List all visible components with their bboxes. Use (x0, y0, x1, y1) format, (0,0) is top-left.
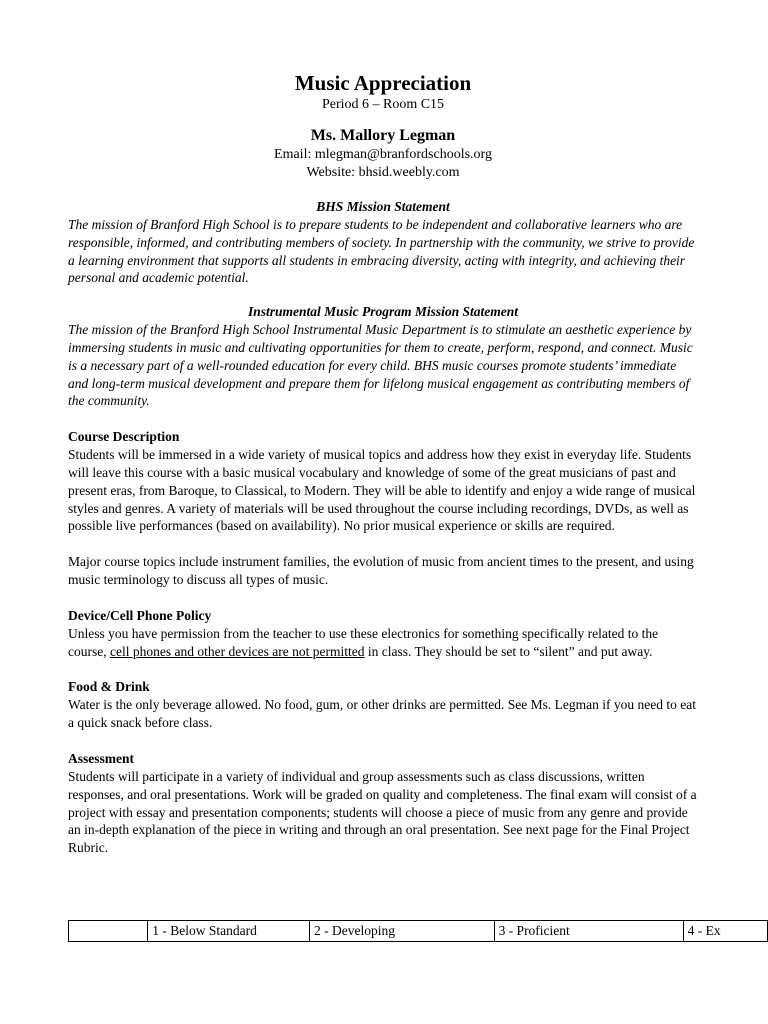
period-room: Period 6 – Room C15 (321, 97, 445, 112)
document-page (68, 70, 698, 857)
bhs-mission-body: The mission of Branford High School is to prepare students to be independent and collaborative learners who are responsible, informed, and contributing members of society. In partnership with the community, we strive to provide a learning environment that supports all students in embracing diversity, acting with integrity, and achieving their personal and academic potential. (68, 217, 695, 286)
device-policy-text-after: in class. They should be set to “silent” and put away. (364, 643, 653, 659)
device-policy-underlined: cell phones and other devices are not permitted (109, 643, 365, 659)
teacher-email: Email: mlegman@branfordschools.org (274, 147, 492, 162)
assessment-body: Students will participate in a variety of individual and group assessments such as class discussions, written responses, and oral presentations. Work will be graded on quality and completeness. The final exam will consist of a project with essay and presentation components; students will choose a piece of music from any genre and provide an in-depth explanation of the piece in writing and through an oral presentation. See next page for the Final Project Rubric. (68, 768, 697, 856)
device-policy-text-before: Unless you have permission from the teacher to use these electronics for something specifically related to the course, (68, 625, 659, 659)
course-description-heading: Course Description (68, 429, 180, 445)
course-description-p1: Students will be immersed in a wide variety of musical topics and address how they exist in everyday life. Students will leave this course with a basic musical vocabulary and knowledge of some of the great musicians of past and present eras, from Baroque, to Classical, to Modern. They will be able to identify and enjoy a wide range of musical styles and genres. A variety of materials will be used throughout the course including recordings, DVDs, as well as possible live performances (based on availability). No prior musical experience or skills are required. (68, 447, 696, 534)
music-mission-heading: Instrumental Music Program Mission Statement (247, 304, 519, 320)
rubric-header-cell: 4 - Ex (683, 921, 767, 942)
music-mission-body: The mission of the Branford High School Instrumental Music Department is to stimulate an aesthetic experience by immersing students in music and cultivating opportunities for them to create, perform, respond, and connect. Music is a necessary part of a well-rounded education for every child. BHS music courses promote students’ immediate and long-term musical development and prepare them for lifelong musical engagement as contributing members of the community. (68, 322, 693, 409)
rubric-header-cell: 3 - Proficient (494, 921, 683, 942)
spacer (68, 660, 698, 678)
course-description-p2: Major course topics include instrument families, the evolution of music from ancient times to the present, and using music terminology to discuss all types of music. (68, 554, 694, 587)
rubric-header-row (69, 921, 768, 942)
food-drink-body: Water is the only beverage allowed. No food, gum, or other drinks are permitted. See Ms. Legman if you need to eat a quick snack before class. (68, 697, 696, 731)
course-title: Music Appreciation (294, 71, 472, 95)
device-policy-heading: Device/Cell Phone Policy (68, 607, 212, 623)
spacer (68, 535, 698, 553)
teacher-name: Ms. Mallory Legman (310, 127, 456, 144)
spacer (68, 410, 698, 428)
device-policy-body (68, 625, 698, 661)
food-drink-heading: Food & Drink (68, 679, 150, 695)
rubric-header-cell: 1 - Below Standard (148, 921, 310, 942)
rubric-header-cell: 2 - Developing (309, 921, 494, 942)
bhs-mission-heading: BHS Mission Statement (316, 199, 450, 214)
rubric-table (68, 920, 768, 942)
header-block (68, 70, 698, 182)
rubric-header-cell (69, 921, 148, 942)
spacer (68, 732, 698, 750)
assessment-heading: Assessment (68, 750, 134, 766)
spacer (68, 589, 698, 607)
teacher-website: Website: bhsid.weebly.com (306, 165, 460, 180)
